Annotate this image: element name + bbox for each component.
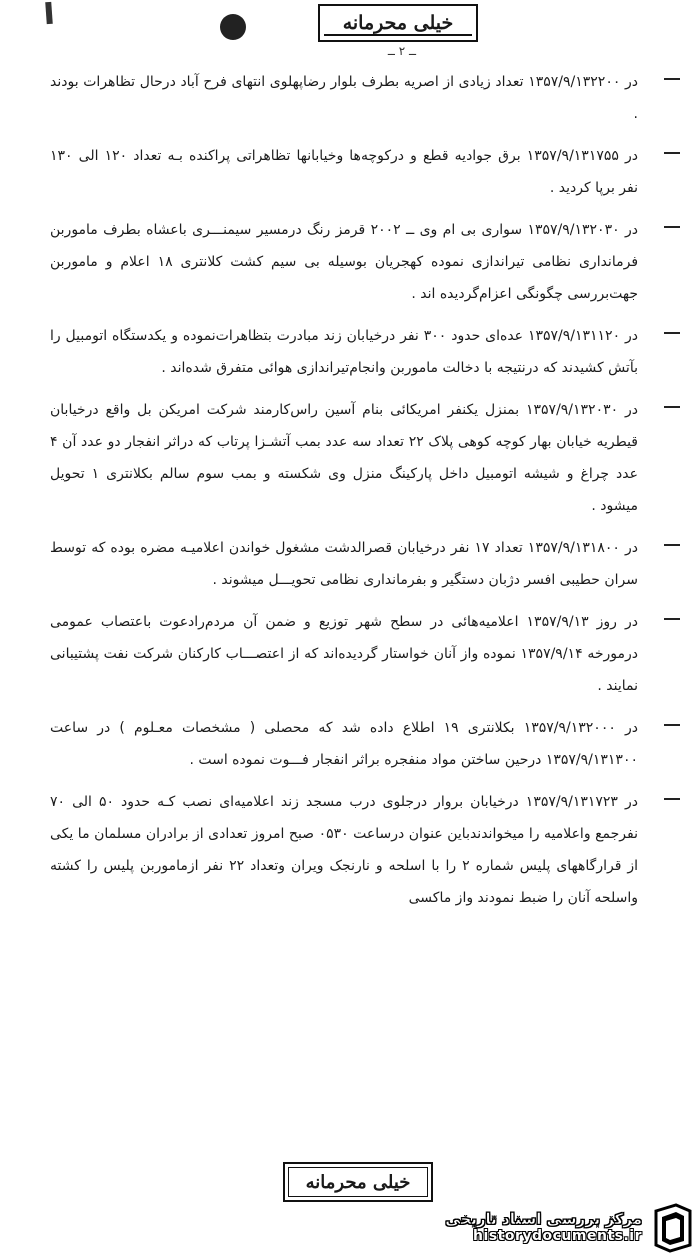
entry-text: در روز ۱۳۵۷/۹/۱۳ اعلامیه‌هائی در سطح شهر توزیع و ضمن آن مردم‌رادعوت باعتصاب عمومی درمورخه ۱۳۵۷/۹/۱۴ نموده واز آنان خواستار گردیده‌اند که از اعتصـــاب کارکنان شرکت نفت پشتیبانی نمایند . <box>50 614 638 694</box>
classification-label: خیلی محرمانه <box>342 12 454 34</box>
bullet-dash <box>664 724 680 726</box>
classification-stamp-top <box>318 4 478 42</box>
report-entry <box>50 786 638 914</box>
report-entry <box>50 532 638 596</box>
report-entry <box>50 606 638 702</box>
bullet-dash <box>664 226 680 228</box>
page-number: ــ ۲ ــ <box>387 44 417 58</box>
report-entry <box>50 140 638 204</box>
watermark-url: historydocuments.ir <box>473 1228 642 1244</box>
archive-logo-icon <box>650 1201 696 1253</box>
bullet-dash <box>664 618 680 620</box>
entry-text: در ۱۳۵۷/۹/۱۳۱۸۰۰ تعداد ۱۷ نفر درخیابان قصرالدشت مشغول خواندن اعلامیـه مضره بوده که توسط سران حطیبی افسر دژبان دستگیر و بفرمانداری نظامی تحویـــل میشوند . <box>50 540 639 588</box>
entry-text: در ۱۳۵۷/۹/۱۳۲۰۳۰ سواری بی ام وی ــ ۲۰۰۲ قرمز رنگ درمسیر سیمنـــری باعشاه بطرف ماموربن فرمانداری نظامی تیراندازی نموده کهجریان بوسیله بی سیم کشت کلانتری ۱۸ اعلام و ماموربن جهت‌بررسی چگونگی اعزام‌گردیده اند . <box>50 222 639 302</box>
entry-text: در ۱۳۵۷/۹/۱۳۱۱۲۰ عده‌ای حدود ۳۰۰ نفر درخیابان زند مبادرت بتظاهرات‌نموده و یکدستگاه اتومبیل را بآتش کشیدند که درنتیجه با دخالت ماموربن وانجام‌تیراندازی هوائی متفرق شده‌اند . <box>50 328 639 376</box>
bullet-dash <box>664 406 680 408</box>
entry-text: در ۱۳۵۷/۹/۱۳۱۷۲۳ درخیابان بروار درجلوی درب مسجد زند اعلامیه‌ای نصب کـه حدود ۵۰ الی ۷۰ نفرجمع واعلامیه را میخواندند‌باین عنوان درساعت ۰۵۳۰ صبح امروز تعدادی از برادران مسلمان ما یکی از قرارگاههای پلیس شماره ۲ را با اسلحه و نارنجک ویران وتعداد ۲۲ نفر ازماموربن پلیس را کشته واسلحه آنان را ضبط نمودند واز ماکسی <box>50 794 638 906</box>
bullet-dash <box>664 798 680 800</box>
classification-stamp-bottom <box>283 1162 433 1202</box>
bullet-dash <box>664 78 680 80</box>
report-entry <box>50 66 638 130</box>
watermark <box>412 1198 696 1256</box>
report-entry <box>50 394 638 522</box>
ink-dot <box>220 14 246 40</box>
entry-text: در ۱۳۵۷/۹/۱۳۱۷۵۵ برق جوادیه قطع و درکوچه‌ها وخیابانها تظاهراتی پراکنده بـه تعداد ۱۲۰ الی ۱۳۰ نفر برپا کردید . <box>50 148 638 196</box>
handwritten-mark <box>45 2 53 24</box>
entry-text: در ۱۳۵۷/۹/۱۳۲۰۳۰ بمنزل یکنفر امریکائی بنام آسین راس‌کارمند شرکت امریکن بل واقع درخیابان قیطریه خیابان بهار کوچه کوهی پلاک ۲۲ تعداد سه عدد بمب آتشـزا پرتاب که دراثر انفجار دو عدد آن ۴ عدد چراغ و شیشه اتومبیل داخل پارکینگ منزل وی شکسته و بمب سوم سالم بکلانتری ۱ تحویل میشود . <box>50 402 638 514</box>
report-entries <box>50 66 638 924</box>
bullet-dash <box>664 544 680 546</box>
classification-label: خیلی محرمانه <box>305 1171 411 1193</box>
watermark-text <box>445 1210 642 1244</box>
report-entry <box>50 712 638 776</box>
report-entry <box>50 320 638 384</box>
bullet-dash <box>664 152 680 154</box>
entry-text: در ۱۳۵۷/۹/۱۳۲۰۰۰ بکلانتری ۱۹ اطلاع داده شد که محصلی ( مشخصات معـلوم ) در ساعت ۱۳۵۷/۹/۱۳۱۳۰۰ درحین ساختن مواد منفجره براثر انفجار فـــوت نموده است . <box>50 720 638 768</box>
report-entry <box>50 214 638 310</box>
entry-text: در ۱۳۵۷/۹/۱۳۲۲۰۰ تعداد زیادی از اصریه بطرف بلوار رضاپهلوی انتهای فرح آباد درحال تظاهرات بودند . <box>50 74 638 122</box>
watermark-title: مرکز بررسی اسناد تاریخی <box>445 1210 642 1228</box>
bullet-dash <box>664 332 680 334</box>
